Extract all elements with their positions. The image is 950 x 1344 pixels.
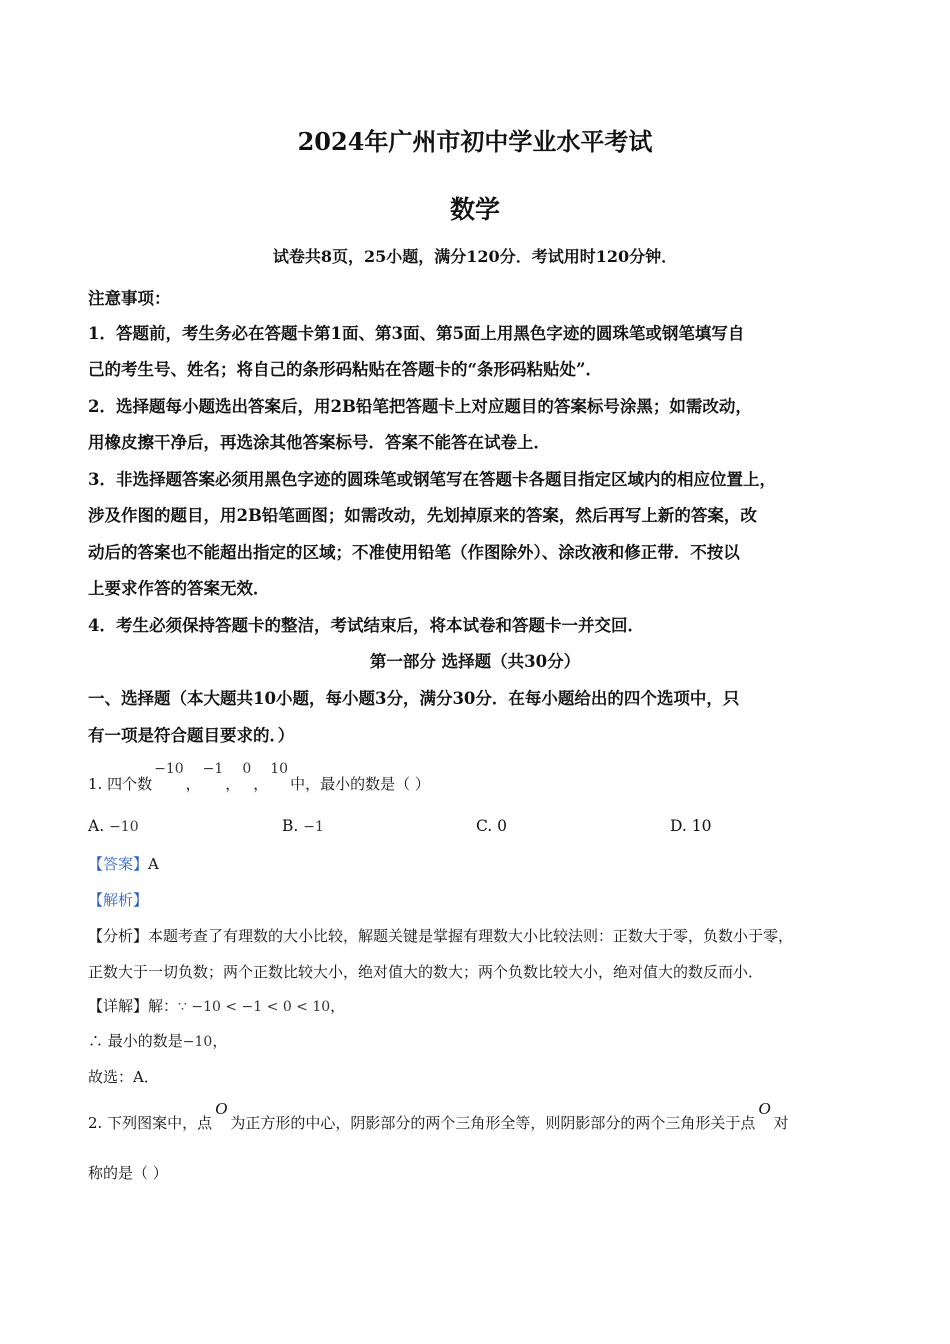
note-4-line-1: 4．考生必须保持答题卡的整洁，考试结束后，将本试卷和答题卡一并交回． [88, 616, 644, 635]
q1-option-b-value: −1 [303, 819, 324, 835]
subject-title: 数学 [449, 195, 500, 224]
note-2-line-1: 2．选择题每小题选出答案后，用2B铅笔把答题卡上对应题目的答案标号涂黑；如需改动， [88, 397, 752, 416]
note-1-line-2: 己的考生号、姓名；将自己的条形码粘贴在答题卡的“条形码粘贴处”． [88, 360, 602, 379]
q1-answer [88, 853, 878, 874]
notes-heading: 注意事项： [88, 289, 171, 308]
note-3-line-1: 3．非选择题答案必须用黑色字迹的圆珠笔或钢笔写在答题卡各题目指定区域内的相应位置上， [88, 470, 776, 489]
q1-number-1: −10 [154, 761, 184, 777]
q1-therefore: ∴ 最小的数是−10， [88, 1032, 228, 1050]
q1-choice: 故选：A． [88, 1068, 159, 1086]
q1-analysis-line-1: 【分析】本题考查了有理数的大小比较，解题关键是掌握有理数大小比较法则：正数大于零，负数小于零， [88, 927, 794, 945]
exam-title: 2024年广州市初中学业水平考试 [297, 127, 653, 156]
q1-answer-value: A [148, 855, 159, 873]
answer-tag: 【答案】 [88, 855, 149, 873]
q2-point-o-1: O [215, 1099, 228, 1118]
analysis-tag: 【解析】 [88, 891, 149, 909]
q1-sep-3: ， [253, 775, 269, 793]
q1-sep-2: ， [225, 775, 241, 793]
q1-number-3: 0 [242, 761, 252, 777]
note-1-line-1: 1．答题前，考生务必在答题卡第1面、第3面、第5面上用黑色字迹的圆珠笔或钢笔填写自 [88, 324, 745, 343]
q1-suffix: 中，最小的数是（ ） [290, 775, 430, 793]
part1-intro-line-1: 一、选择题（本大题共10小题，每小题3分，满分30分．在每小题给出的四个选项中，只 [88, 689, 740, 708]
q1-detail: 【详解】解：∵ −10 < −1 < 0 < 10， [88, 997, 346, 1015]
q1-number-4: 10 [270, 761, 289, 777]
q1-analysis-line-2: 正数大于一切负数；两个正数比较大小，绝对值大的数大；两个负数比较大小，绝对值大的数反而小． [88, 963, 764, 981]
q1-option-b: B. −1 [282, 817, 324, 835]
q1-prefix: 1. 四个数 [88, 775, 153, 793]
note-3-line-2: 涉及作图的题目，用2B铅笔画图；如需改动，先划掉原来的答案，然后再写上新的答案，改 [88, 506, 757, 525]
q2-point-o-2: O [758, 1099, 771, 1118]
exam-info: 试卷共8页，25小题，满分120分．考试用时120分钟． [272, 247, 678, 266]
q1-option-c-value: 0 [497, 817, 508, 835]
part1-title: 第一部分 选择题（共30分） [369, 652, 581, 671]
q1-option-a-value: −10 [109, 819, 139, 835]
q1-sep-1: ， [185, 775, 201, 793]
q2-stem-line-2: 称的是（ ） [88, 1164, 168, 1182]
q1-number-2: −1 [202, 761, 224, 777]
q1-stem [88, 761, 878, 794]
note-3-line-4: 上要求作答的答案无效． [88, 579, 270, 598]
q1-option-d-value: 10 [691, 817, 712, 835]
q1-therefore-math: −10 [182, 1034, 213, 1050]
q1-option-c: C. 0 [476, 817, 508, 835]
q1-option-d: D. 10 [670, 817, 712, 835]
q2-stem: 2. 下列图案中，点O为正方形的中心，阴影部分的两个三角形全等，则阴影部分的两个三角形关于点O对 [88, 1099, 789, 1132]
note-2-line-2: 用橡皮擦干净后，再选涂其他答案标号．答案不能答在试卷上． [88, 433, 550, 452]
q1-detail-math: ∵ −10 < −1 < 0 < 10 [178, 999, 331, 1015]
q1-option-a: A. −10 [88, 817, 139, 835]
part1-intro-line-2: 有一项是符合题目要求的．） [88, 726, 295, 745]
note-3-line-3: 动后的答案也不能超出指定的区域；不准使用铅笔（作图除外）、涂改液和修正带．不按以 [88, 543, 740, 562]
